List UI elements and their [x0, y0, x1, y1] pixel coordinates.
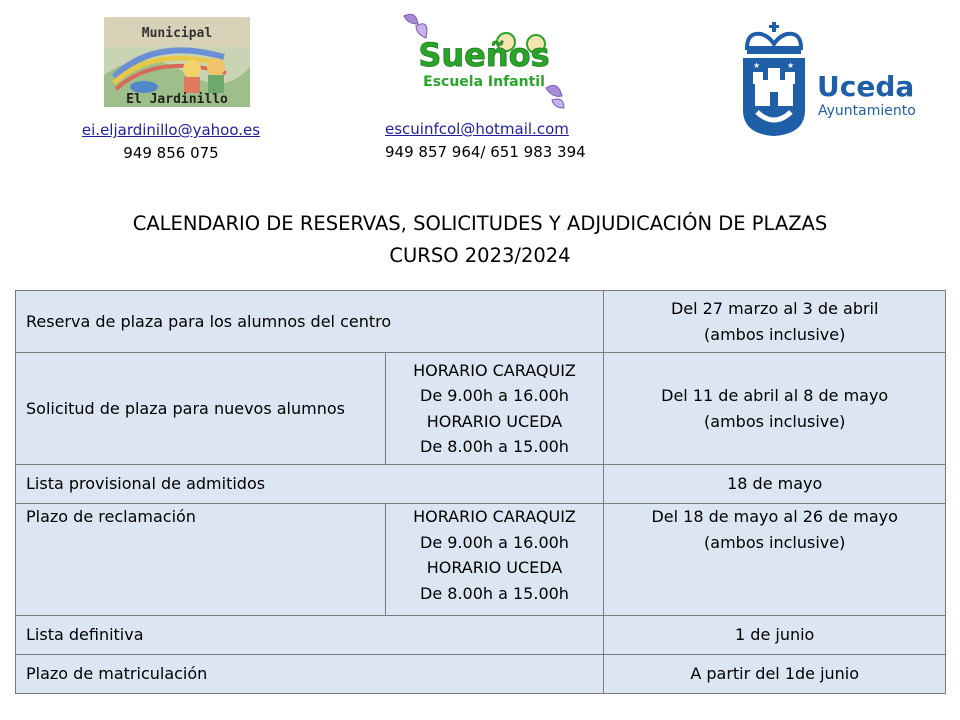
suenos-logo-subtitle: Escuela Infantil — [423, 74, 545, 90]
hours-line: HORARIO CARAQUIZ — [413, 507, 576, 526]
row-definitiva-desc: Lista definitiva — [16, 616, 604, 655]
table-row — [16, 291, 946, 353]
table-row — [16, 465, 946, 504]
row-definitiva-date: 1 de junio — [604, 616, 946, 655]
row-reclamacion-desc: Plazo de reclamación — [16, 504, 386, 616]
title-line-1: CALENDARIO DE RESERVAS, SOLICITUDES Y ADJUDICACIÓN DE PLAZAS — [132, 212, 828, 235]
page-title — [0, 208, 960, 272]
hours-line: De 8.00h a 15.00h — [420, 583, 569, 603]
row-reclamacion-date-note: (ambos inclusive) — [704, 532, 846, 552]
row-solicitud-hours — [385, 353, 604, 465]
svg-text:★: ★ — [787, 61, 795, 70]
row-reclamacion-date-range: Del 18 de mayo al 26 de mayo — [651, 507, 898, 526]
jardinillo-logo — [104, 17, 250, 107]
contact-jardinillo — [60, 119, 282, 165]
uceda-logo-name: Uceda — [817, 70, 915, 103]
hours-line: De 8.00h a 15.00h — [420, 437, 569, 456]
svg-text:★: ★ — [753, 61, 761, 70]
title-line-2: CURSO 2023/2024 — [389, 244, 571, 267]
row-solicitud-date-range: Del 11 de abril al 8 de mayo — [661, 386, 889, 405]
suenos-email-link[interactable]: escuinfcol@hotmail.com — [385, 120, 569, 138]
table-row — [16, 504, 946, 616]
suenos-logo-name: Sueños — [418, 36, 550, 74]
row-reserva-date-range: Del 27 marzo al 3 de abril — [670, 299, 879, 318]
table-row — [16, 353, 946, 465]
row-reclamacion-hours — [385, 504, 604, 616]
table-row — [16, 616, 946, 655]
row-solicitud-desc: Solicitud de plaza para nuevos alumnos — [16, 353, 386, 465]
hours-line: De 9.00h a 16.00h — [420, 532, 569, 552]
row-reserva-desc: Reserva de plaza para los alumnos del centro — [16, 291, 604, 353]
uceda-logo — [739, 22, 929, 137]
hours-line: HORARIO CARAQUIZ — [413, 360, 576, 380]
suenos-phone: 949 857 964/ 651 983 394 — [385, 143, 586, 161]
schedule-table — [15, 290, 946, 694]
row-matriculacion-date: A partir del 1de junio — [604, 655, 946, 694]
row-solicitud-dates — [604, 353, 946, 465]
row-provisional-date: 18 de mayo — [604, 465, 946, 504]
jardinillo-logo-top-text: Municipal — [141, 26, 213, 41]
hours-line: HORARIO UCEDA — [426, 411, 563, 431]
jardinillo-logo-bottom-text: El Jardinillo — [126, 92, 228, 107]
hours-line: De 9.00h a 16.00h — [420, 386, 569, 405]
jardinillo-email-link[interactable]: ei.eljardinillo@yahoo.es — [81, 121, 261, 139]
contact-suenos — [385, 118, 615, 164]
row-reserva-dates — [604, 291, 946, 353]
hours-line: HORARIO UCEDA — [426, 558, 563, 577]
table-row — [16, 655, 946, 694]
suenos-logo — [396, 10, 571, 110]
jardinillo-phone: 949 856 075 — [123, 144, 219, 162]
uceda-logo-subtitle: Ayuntamiento — [818, 103, 916, 119]
row-reclamacion-dates — [604, 504, 946, 616]
row-matriculacion-desc: Plazo de matriculación — [16, 655, 604, 694]
row-reserva-date-note: (ambos inclusive) — [704, 324, 846, 344]
row-solicitud-date-note: (ambos inclusive) — [704, 411, 846, 431]
row-provisional-desc: Lista provisional de admitidos — [16, 465, 604, 504]
